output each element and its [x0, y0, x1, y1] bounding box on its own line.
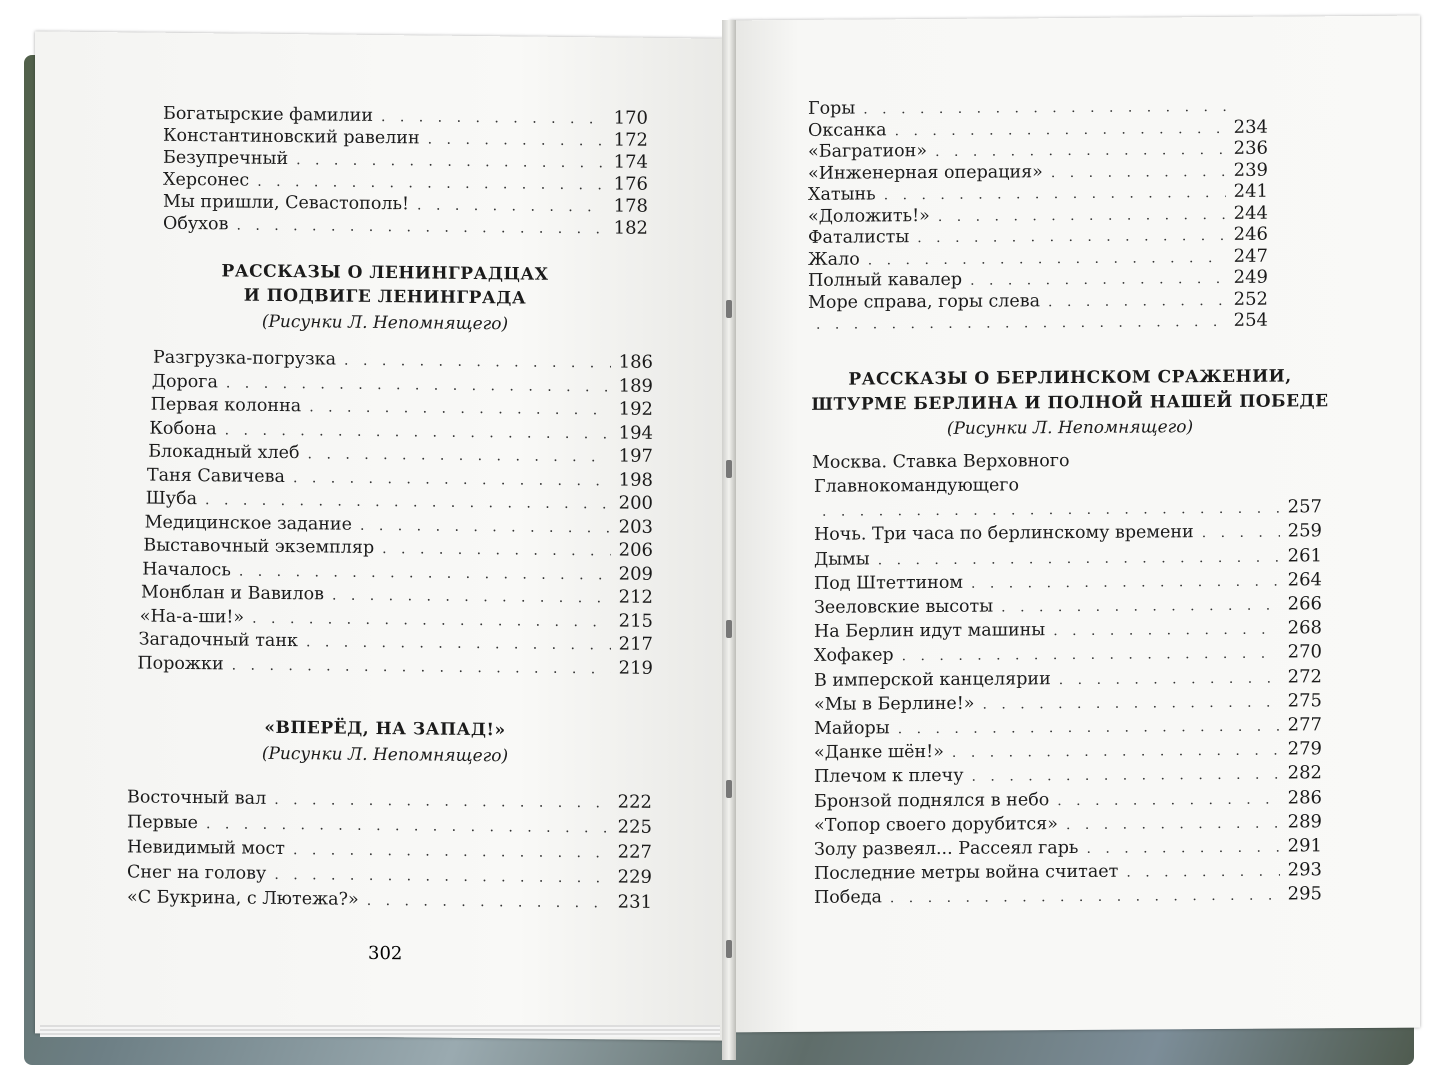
toc-entry [127, 861, 652, 889]
toc-entry-page: 212 [618, 586, 653, 608]
toc-entry-page: 197 [618, 445, 653, 467]
toc-entry [814, 859, 1322, 886]
toc-leader-dots [236, 214, 606, 240]
toc-entry-title: Мы пришли, Севастополь! [163, 191, 410, 215]
toc-leader-dots [308, 443, 611, 468]
toc-entry-page: 252 [1233, 288, 1268, 310]
toc-entry-page: 270 [1287, 641, 1322, 663]
toc-entry-page: 198 [618, 468, 653, 491]
toc-leader-dots [293, 839, 610, 864]
toc-entry-page: 259 [1287, 520, 1322, 542]
toc-entry-title: Первые [127, 812, 198, 834]
page-block-edge [40, 1025, 720, 1037]
toc-entry-page: 229 [617, 866, 652, 888]
toc-entry-title: Горы [808, 98, 856, 119]
toc-leader-dots [816, 311, 1226, 336]
toc-entry-page: 231 [617, 891, 652, 913]
toc-entry [814, 545, 1322, 572]
toc-entry-page: 279 [1287, 738, 1322, 760]
toc-entry-page: 222 [617, 791, 652, 813]
toc-entry-title: На Берлин идут машины [814, 620, 1046, 643]
toc-entry-title: Разгрузка-погрузка [153, 347, 337, 370]
toc-entry-page: 203 [618, 515, 653, 538]
toc-entry-page: 272 [1287, 665, 1322, 688]
toc-entry-title: Бронзой поднялся в небо [814, 789, 1050, 812]
toc-entry-title: Восточный вал [127, 787, 267, 809]
toc-leader-dots [274, 789, 610, 815]
toc-entry-title: Золу развеял... Рассеял гарь [814, 837, 1079, 860]
toc-leader-dots [890, 885, 1280, 910]
toc-entry-title: Полный кавалер [808, 269, 963, 291]
toc-leader-dots [952, 740, 1280, 764]
section-heading: И ПОДВИГЕ ЛЕНИНГРАДА [243, 285, 527, 309]
toc-entry-page: 170 [613, 107, 648, 129]
section-heading: РАССКАЗЫ О ЛЕНИНГРАДЦАХ [221, 261, 549, 285]
toc-entry-title: Блокадный хлеб [148, 441, 300, 464]
toc-entry-title: «На-а-ши!» [139, 605, 245, 628]
toc-entry-title: Началось [142, 559, 231, 580]
toc-entry-page: 277 [1287, 714, 1322, 736]
toc-entry-page: 176 [613, 173, 648, 195]
toc-entry-title: Москва. Ставка Верховного [812, 451, 1070, 473]
toc-leader-dots [306, 631, 611, 656]
toc-entry-page: 264 [1287, 569, 1322, 591]
toc-leader-dots [972, 764, 1280, 788]
binding-stitch [726, 300, 732, 318]
section-heading: ШТУРМЕ БЕРЛИНА И ПОЛНОЙ НАШЕЙ ПОБЕДЕ [811, 391, 1329, 415]
toc-entry [137, 652, 653, 680]
toc-entry-title: Дорога [151, 371, 218, 392]
toc-leader-dots [1057, 788, 1280, 812]
toc-entry-title: «С Букрина, с Лютежа?» [127, 887, 359, 910]
toc-entry [814, 617, 1322, 644]
toc-entry-title: Майоры [814, 718, 890, 739]
toc-entry-title: Выставочный экземпляр [143, 535, 375, 558]
toc-entry-title: «Топор своего дорубится» [814, 813, 1058, 836]
toc-entry-page: 295 [1287, 883, 1322, 905]
toc-entry-title: В имперской канцелярии [814, 668, 1051, 691]
toc-entry-title: Ночь. Три часа по берлинскому времени [814, 522, 1194, 546]
toc-entry-page: 206 [618, 539, 653, 561]
toc-entry-page: 293 [1287, 859, 1322, 881]
toc-entry [814, 521, 1322, 548]
toc-entry [814, 642, 1322, 669]
toc-entry [814, 787, 1322, 814]
left-page-number: 302 [368, 942, 403, 965]
toc-entry-title: Снег на голову [127, 862, 267, 884]
toc-leader-dots [971, 570, 1280, 594]
toc-entry-title: Константиновский равелин [163, 125, 420, 149]
toc-entry-title: Загадочный танк [138, 629, 298, 652]
illustration-credit: (Рисунки Л. Непомнящего) [946, 417, 1194, 439]
toc-entry-page: 215 [618, 609, 653, 632]
toc-leader-dots [983, 691, 1281, 715]
toc-leader-dots [206, 813, 610, 839]
toc-entry-page: 254 [1233, 309, 1268, 331]
toc-entry-title: Зееловские высоты [814, 596, 994, 618]
toc-entry-title: Порожки [137, 652, 224, 674]
toc-entry-title: Медицинское задание [144, 512, 352, 535]
toc-entry-title: Жало [808, 249, 860, 270]
toc-entry-page: 234 [1233, 116, 1268, 138]
toc-entry-page: 261 [1287, 544, 1322, 567]
toc-entry-title: Последние метры война считает [814, 861, 1119, 885]
binding-stitch [726, 620, 732, 638]
toc-entry-title: Богатырские фамилии [163, 103, 373, 126]
toc-entry [814, 569, 1322, 596]
toc-entry-page: 227 [617, 841, 652, 863]
book-spine [722, 20, 736, 1060]
toc-entry-page: 172 [613, 129, 648, 151]
toc-entry-title: Оксанка [808, 119, 887, 141]
toc-entry-page: 257 [1287, 496, 1322, 518]
toc-entry [808, 310, 1268, 336]
binding-stitch [726, 460, 732, 478]
toc-entry-title: Главнокомандующего [814, 475, 1020, 497]
toc-entry-title: Безупречный [163, 147, 289, 170]
toc-entry-title: «Доложить!» [808, 205, 930, 227]
toc-entry-page: 225 [617, 816, 652, 838]
toc-entry-title: «Багратион» [808, 141, 928, 162]
toc-entry-title: Победа [814, 887, 882, 909]
toc-entry [814, 472, 1322, 498]
toc-entry-page: 266 [1287, 593, 1322, 615]
toc-entry-title: «Инженерная операция» [808, 161, 1043, 184]
toc-entry-page: 239 [1233, 159, 1268, 181]
toc-entry [814, 884, 1322, 911]
toc-leader-dots [309, 396, 611, 421]
toc-entry-page: 236 [1233, 137, 1268, 159]
toc-leader-dots [878, 546, 1280, 571]
toc-entry-page: 217 [618, 633, 653, 655]
illustration-credit: (Рисунки Л. Непомнящего) [261, 311, 509, 335]
toc-entry-title: Под Штеттином [814, 572, 963, 594]
toc-entry-title: Кобона [149, 418, 217, 439]
toc-entry-title: Херсонес [163, 169, 250, 191]
toc-entry-title: Море справа, горы слева [808, 290, 1041, 313]
toc-entry-title: Шуба [145, 488, 198, 510]
toc-entry-page: 219 [618, 656, 653, 679]
toc-leader-dots [1001, 595, 1280, 619]
toc-entry-page: 249 [1233, 266, 1268, 288]
toc-entry [127, 811, 652, 839]
toc-entry-page: 282 [1287, 762, 1322, 784]
toc-entry-title: Плечом к плечу [814, 766, 964, 788]
illustration-credit: (Рисунки Л. Непомнящего) [261, 743, 509, 767]
right-page [730, 16, 1420, 1033]
toc-leader-dots [902, 643, 1280, 668]
toc-entry [814, 593, 1322, 620]
toc-entry [127, 836, 652, 864]
toc-entry [814, 811, 1322, 838]
toc-entry [127, 886, 652, 914]
toc-entry-title: Хатынь [808, 184, 876, 205]
toc-leader-dots [822, 498, 1280, 523]
toc-leader-dots [367, 890, 610, 915]
toc-entry-page: 268 [1287, 617, 1322, 639]
toc-entry-page: 209 [618, 562, 653, 585]
toc-entry [814, 690, 1322, 717]
toc-entry [814, 714, 1322, 741]
toc-entry-page: 291 [1287, 835, 1322, 857]
toc-leader-dots [1066, 812, 1280, 835]
toc-entry-title: Обухов [163, 213, 229, 235]
toc-leader-dots [332, 584, 611, 609]
toc-leader-dots [1053, 619, 1280, 643]
toc-leader-dots [360, 514, 611, 539]
toc-leader-dots [293, 467, 611, 492]
toc-entry-page: 289 [1287, 811, 1322, 833]
toc-leader-dots [274, 864, 610, 890]
left-page [35, 31, 725, 1040]
binding-stitch [726, 940, 732, 958]
toc-entry [814, 666, 1322, 693]
toc-leader-dots [1202, 522, 1280, 545]
section-heading: РАССКАЗЫ О БЕРЛИНСКОМ СРАЖЕНИИ, [848, 366, 1292, 390]
toc-entry-title: Невидимый мост [127, 837, 285, 860]
toc-leader-dots [382, 538, 611, 562]
toc-entry [814, 763, 1322, 790]
toc-entry-page: 186 [618, 351, 653, 373]
toc-entry-page: 189 [618, 374, 653, 397]
toc-entry-title: Первая колонна [150, 394, 302, 417]
toc-entry-page: 200 [618, 492, 653, 514]
toc-entry-page: 174 [613, 151, 648, 173]
toc-leader-dots [1126, 861, 1280, 884]
toc-entry-page: 192 [618, 398, 653, 420]
toc-entry-title: Дымы [814, 549, 870, 570]
toc-leader-dots [239, 560, 611, 586]
toc-leader-dots [232, 654, 611, 680]
toc-entry [163, 213, 648, 241]
toc-leader-dots [898, 716, 1280, 741]
toc-entry-page: 286 [1287, 786, 1322, 809]
toc-leader-dots [1059, 667, 1280, 691]
toc-entry-title: Хофакер [814, 645, 894, 667]
toc-entry-page: 194 [618, 421, 653, 444]
toc-entry-page: 247 [1233, 245, 1268, 267]
toc-entry-page: 182 [613, 217, 648, 239]
toc-entry-title: «Мы в Берлине!» [814, 693, 975, 715]
toc-leader-dots [344, 350, 611, 375]
toc-entry-title: Монблан и Вавилов [141, 582, 324, 605]
toc-leader-dots [252, 607, 611, 633]
toc-entry [814, 835, 1322, 862]
toc-entry [814, 496, 1322, 523]
toc-entry-title: Фаталисты [808, 227, 910, 248]
toc-entry-page: 241 [1233, 180, 1268, 202]
toc-entry-title: Таня Савичева [147, 465, 285, 487]
binding-stitch [726, 780, 732, 798]
toc-entry-page: 246 [1233, 223, 1268, 245]
toc-entry-title: «Данке шён!» [814, 742, 944, 764]
toc-entry-page: 275 [1287, 690, 1322, 712]
toc-entry [127, 786, 652, 814]
toc-entry-page: 244 [1233, 202, 1268, 224]
section-heading: «ВПЕРЁД, НА ЗАПАД!» [264, 717, 506, 741]
toc-leader-dots [1086, 837, 1280, 860]
toc-entry [814, 738, 1322, 765]
toc-entry-page: 178 [613, 195, 648, 217]
